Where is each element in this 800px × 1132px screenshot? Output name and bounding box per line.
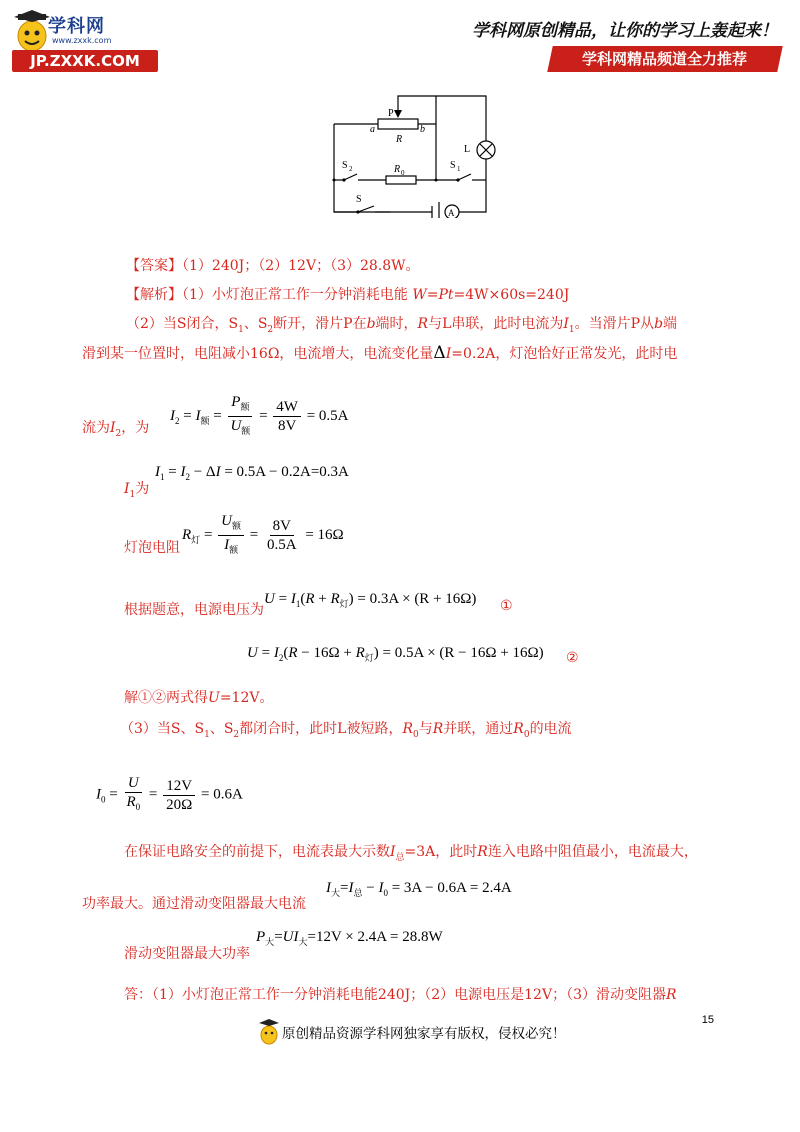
equation-4: $U = I_1(R + R_灯) = 0.3A \times (R + 16\Omega)$ [264, 591, 477, 609]
analysis-text: 答：（1）小灯泡正常工作一分钟消耗电能240J；（2）电源电压是12V；（3）滑动变阻器 [124, 987, 666, 1003]
eq8-rhs: =12V × 2.4A = 28.8W [307, 929, 443, 945]
analysis-text: =0.2A，灯泡恰好正常发光，此时电 [451, 346, 678, 362]
answer-line [126, 255, 420, 275]
page-number: 15 [701, 1014, 714, 1026]
footer-copyright: 原创精品资源学科网独家享有版权，侵权必究！ [282, 1026, 566, 1042]
eq6-den2: 20Ω [166, 796, 193, 813]
header-banner [547, 46, 783, 72]
analysis-text: 与 [418, 721, 433, 737]
analysis-line-part3: （3）当S、$S_1$、$S_2$都闭合时，此时L被短路，$R_0$与R并联，通过$R_0$的电流 [120, 721, 572, 740]
answer-label: 【答案】 [126, 258, 182, 274]
analysis-text: R [417, 316, 429, 332]
equation-1: $I_2 = I_额$ = $\frac{P_额}{U_额}$ = $\frac{4W}{8V}$ = 0.5A [170, 394, 349, 436]
analysis-text: 与L串联，此时电流为 [428, 316, 564, 332]
eq1-num: 4W [273, 398, 301, 417]
label-b: b [420, 124, 425, 135]
lamp-resistance-label: 灯泡电阻 [124, 540, 180, 556]
eq7-rhs: = 3A − 0.6A = 2.4A [391, 880, 512, 896]
analysis-text: 并联，通过 [443, 721, 514, 737]
eq6-num2: 12V [163, 777, 195, 796]
analysis-line-2: （2）当S闭合，$S_1$、$S_2$断开，滑片P在b端时，R与L串联，此时电流为$I_1$。当滑片P从b端 [126, 316, 678, 335]
analysis-text: （3）当S、S [120, 721, 205, 737]
equation-8: $P_大=UI_大=12V \times 2.4A = 28.8W$ [256, 929, 443, 947]
analysis-text: 、S [243, 316, 268, 332]
analysis-text: （2）当S闭合，S [126, 316, 239, 332]
logo-name: 学科网 [48, 16, 105, 37]
eq5-rhs: = 0.5A × (R − 16Ω + 16Ω) [382, 645, 544, 661]
analysis-text: 都闭合时，此时L被短路， [239, 721, 403, 737]
label-s2: S [342, 160, 348, 171]
answer-text: （1）240J；（2）12V；（3）28.8W。 [182, 258, 420, 274]
circuit-diagram [320, 88, 500, 218]
formula-w: W=Pt [412, 287, 454, 303]
analysis-text: I [563, 316, 569, 332]
logo-subtitle: www.zxxk.com [52, 36, 112, 45]
analysis-line-4: 流为$I_2$，为 [82, 420, 150, 439]
analysis-text: R [665, 987, 677, 1003]
label-a: a [370, 124, 375, 135]
label-l: L [464, 144, 471, 155]
eq6-num1: U [125, 774, 142, 793]
max-power-label: 滑动变阻器最大功率 [124, 946, 250, 962]
delta-symbol: Δ [433, 343, 446, 363]
analysis-text: =12V。 [219, 690, 274, 706]
equation-5: $U = I_2(R - 16\Omega + R_灯) = 0.5A \times (R - 16\Omega + 16\Omega)$ [247, 645, 544, 663]
analysis-text: U [208, 690, 220, 706]
analysis-text: 连入电路中阻值最小，电流最大， [487, 844, 698, 860]
label-s2-sub: 2 [349, 165, 353, 173]
analysis-text: I [445, 346, 452, 362]
eq6-result: = 0.6A [201, 786, 243, 803]
label-s: S [356, 194, 362, 205]
analysis-text: =4W×60s=240J [453, 287, 570, 303]
solve-line [124, 687, 273, 707]
analysis-text: =3A，此时 [404, 844, 478, 860]
analysis-text: R [402, 721, 413, 737]
eq1-den: 8V [277, 418, 297, 434]
logo-url: JP.ZXXK.COM [12, 50, 158, 72]
analysis-text: 端时， [375, 316, 418, 332]
analysis-line-safety: 在保证电路安全的前提下，电流表最大示数$I_总=3A$，此时R连入电路中阻值最小，电流最大， [124, 844, 698, 863]
header-slogan: 学科网原创精品，让你的学习上轰起来！ [472, 21, 778, 41]
analysis-text: 在保证电路安全的前提下，电流表最大示数 [124, 844, 390, 860]
label-s1: S [450, 160, 456, 171]
eq3-den: 0.5A [266, 537, 297, 553]
analysis-label: 【解析】 [126, 287, 182, 303]
label-s1-sub: 1 [457, 165, 461, 173]
equation-6: $I_0$ = $\frac{U}{R_0}$ = $\frac{12V}{20\Omega}$ = 0.6A [96, 775, 243, 813]
analysis-text: 流为 [82, 420, 110, 436]
analysis-text: R [432, 721, 444, 737]
final-answer [124, 984, 677, 1004]
analysis-text: 、S [209, 721, 234, 737]
analysis-text: 为 [135, 481, 150, 497]
analysis-line-3 [82, 343, 677, 363]
analysis-text: ，为 [121, 420, 150, 436]
analysis-text: b [366, 316, 376, 332]
analysis-text: 。当滑片P从 [574, 316, 655, 332]
footer-mascot-icon [258, 1016, 280, 1046]
analysis-line-5: $I_1$为 [124, 481, 150, 500]
label-r0-sub: 0 [401, 169, 405, 177]
analysis-text: 滑到某一位置时，电阻减小16Ω，电流增大，电流变化量 [82, 346, 434, 362]
equation-7: $I_大=I_总 - I_0 = 3A - 0.6A = 2.4A$ [326, 880, 512, 898]
equation-2: $I_1 = I_2 - \Delta I = 0.5A - 0.2A=0.3A$ [155, 464, 349, 482]
analysis-text: 解①②两式得 [124, 690, 208, 706]
analysis-text: 断开，滑片P在 [273, 316, 367, 332]
eq4-rhs: = 0.3A × (R + 16Ω) [357, 591, 477, 607]
eq1-result: = 0.5A [306, 407, 349, 424]
label-r: R [396, 134, 403, 145]
banner-text: 学科网精品频道全力推荐 [582, 50, 748, 68]
eq3-result: = 16Ω [305, 526, 344, 543]
analysis-text: （1）小灯泡正常工作一分钟消耗电能 [182, 287, 413, 303]
analysis-text: 的电流 [529, 721, 572, 737]
max-current-label: 功率最大。通过滑动变阻器最大电流 [82, 896, 306, 912]
analysis-text: I [390, 844, 396, 860]
eq3-num: 8V [270, 517, 294, 536]
circle-1: ① [500, 598, 513, 614]
analysis-text: R [513, 721, 524, 737]
equation-3: $R_灯$ = $\frac{U_额}{I_额}$ = $\frac{8V}{0.5A}$ = 16Ω [182, 513, 344, 555]
source-voltage-label: 根据题意，电源电压为 [124, 602, 264, 618]
ammeter-label: A [448, 208, 455, 218]
analysis-text: 端 [663, 316, 678, 332]
analysis-text: b [654, 316, 664, 332]
circle-2: ② [566, 650, 579, 666]
analysis-text: I [110, 420, 116, 436]
label-p: P [388, 108, 394, 119]
label-r0: R [394, 164, 401, 175]
analysis-line-1 [126, 284, 569, 304]
analysis-text: R [477, 844, 488, 860]
